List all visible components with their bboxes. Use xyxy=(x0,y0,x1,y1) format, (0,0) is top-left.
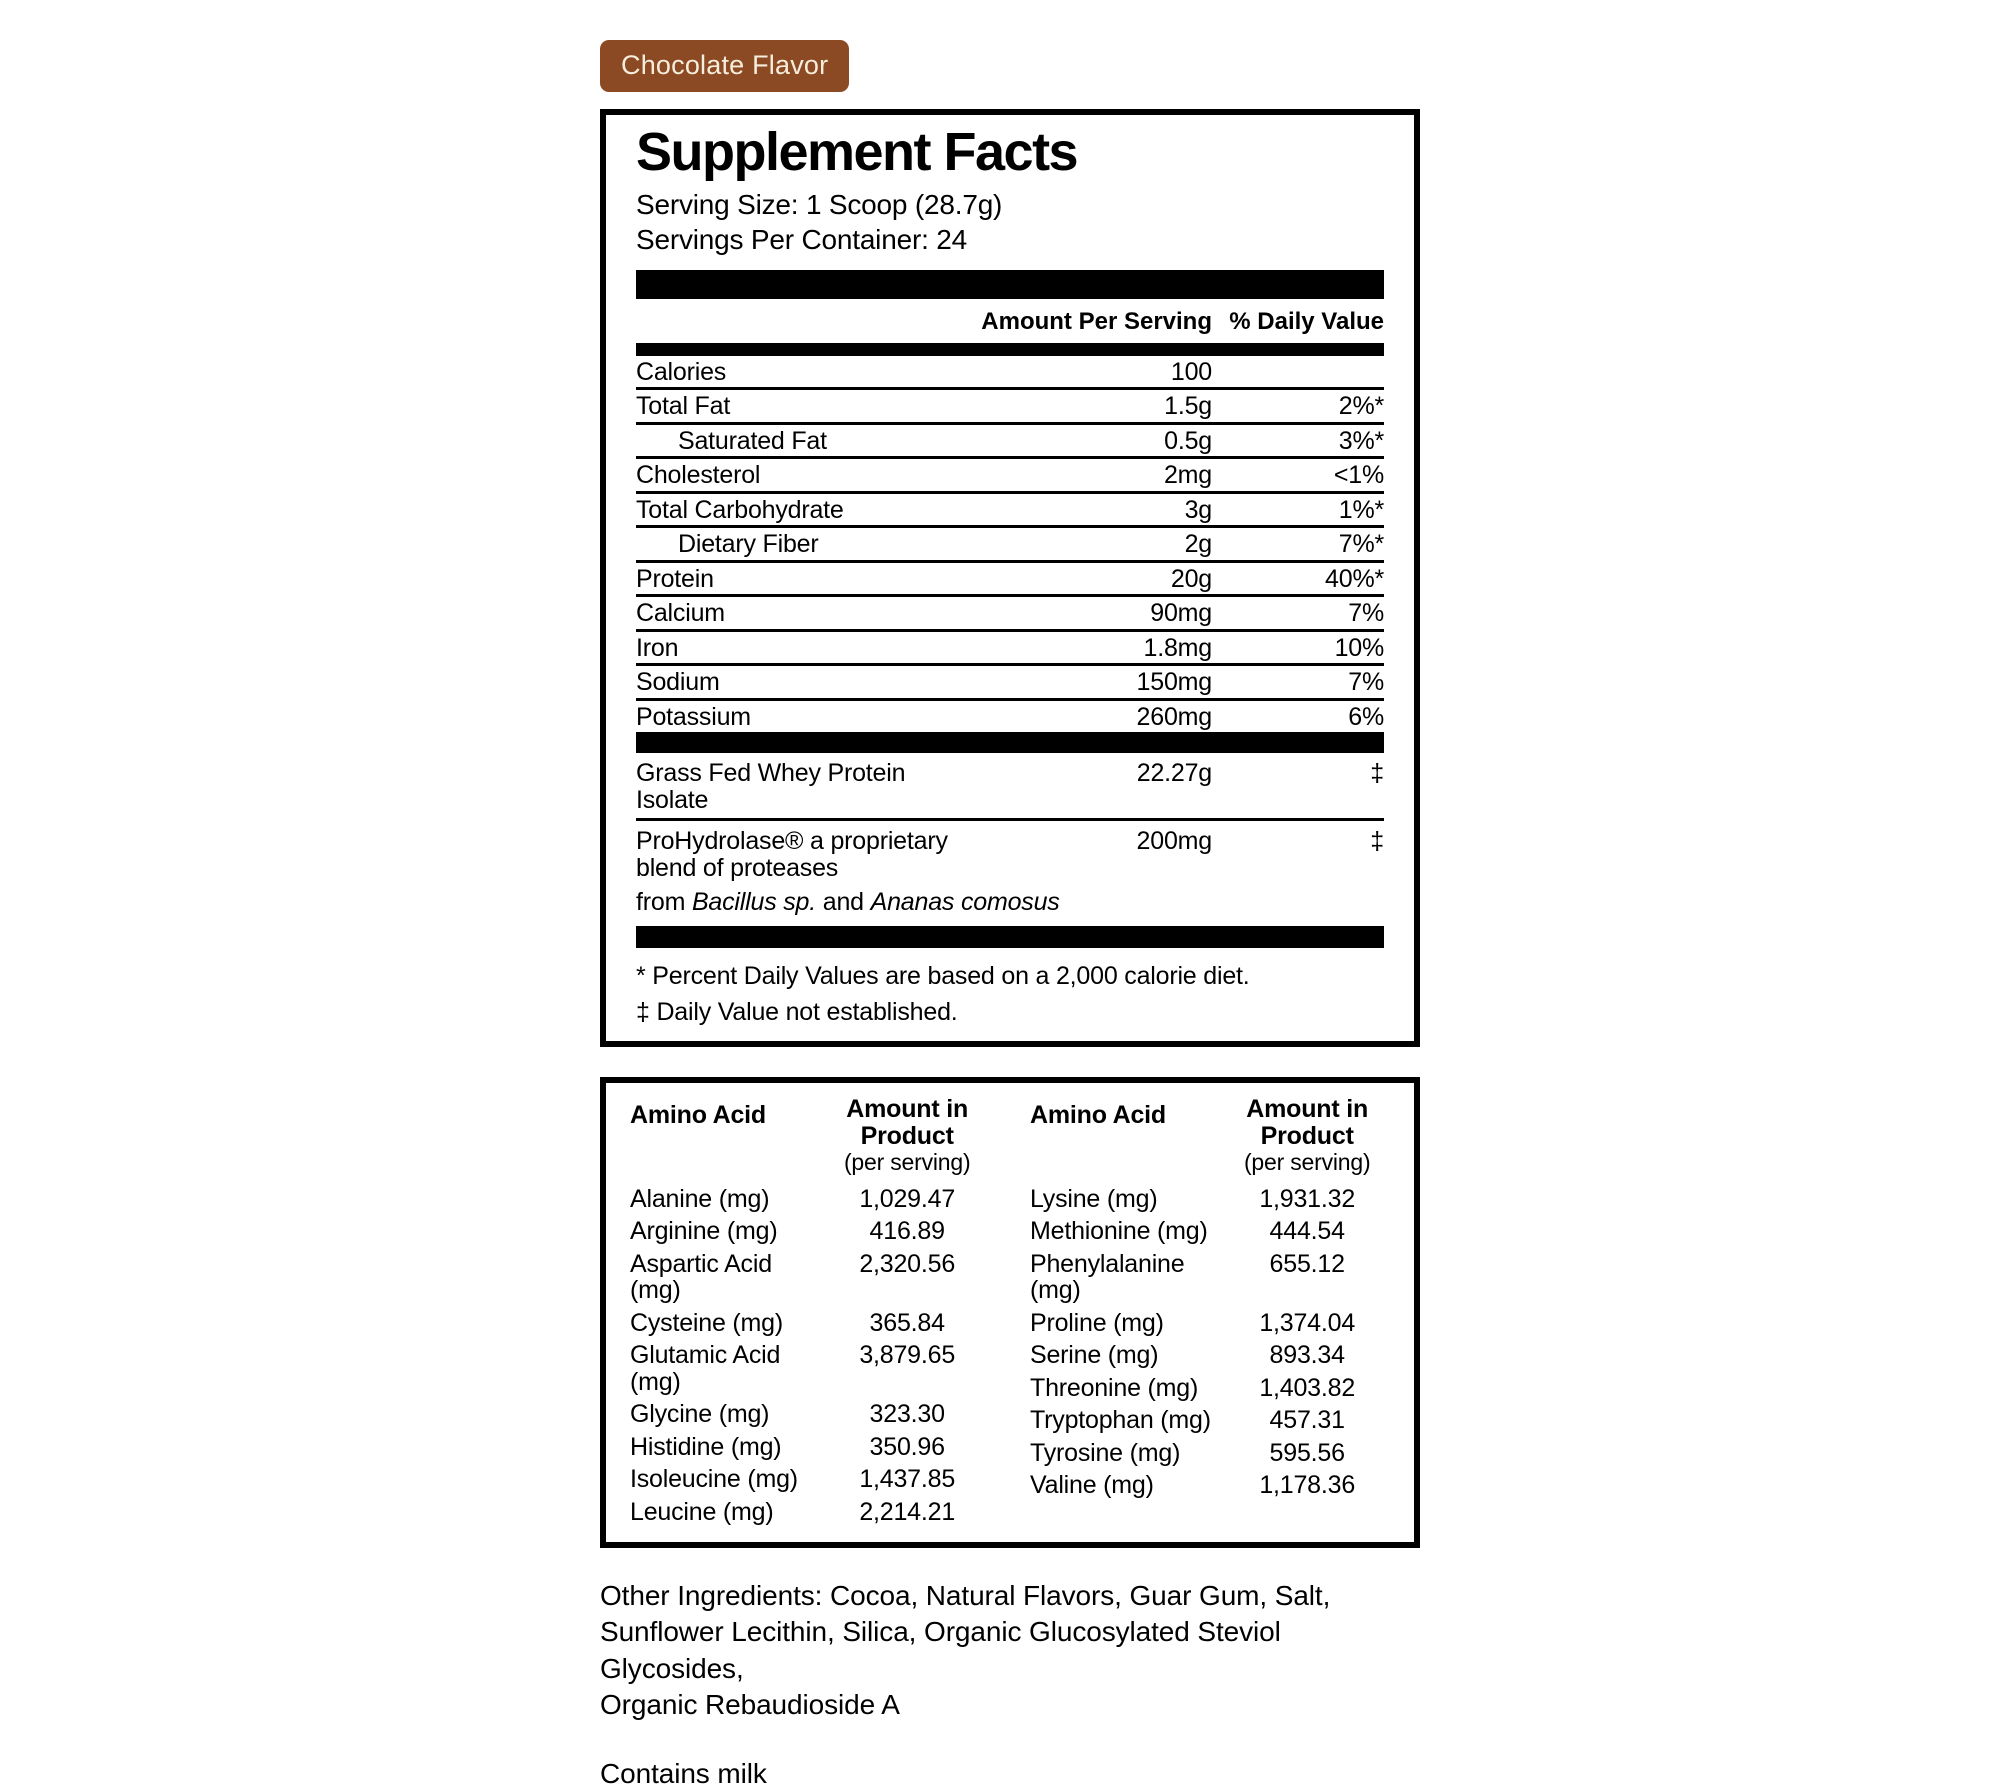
amino-acid-name: Lysine (mg) xyxy=(1030,1184,1158,1213)
amino-acid-row xyxy=(1030,1183,1390,1216)
amino-acid-amount: 655.12 xyxy=(1269,1249,1345,1278)
source-text: from xyxy=(636,888,692,917)
amino-acid-row xyxy=(630,1463,990,1496)
amino-acid-name: Alanine (mg) xyxy=(630,1184,770,1213)
amino-acid-row xyxy=(1030,1372,1390,1405)
amino-acid-name: Tyrosine (mg) xyxy=(1030,1438,1181,1467)
amino-acid-row xyxy=(630,1339,990,1398)
amino-acid-row xyxy=(1030,1469,1390,1502)
nutrient-amount: 20g xyxy=(1170,564,1212,593)
nutrient-daily-value: 40%* xyxy=(1325,564,1384,593)
nutrient-daily-value: 1%* xyxy=(1338,495,1384,524)
amino-acid-amount: 3,879.65 xyxy=(859,1341,956,1370)
nutrient-row xyxy=(636,494,1384,529)
nutrient-name: Protein xyxy=(636,564,714,593)
amino-acid-amount: 323.30 xyxy=(869,1400,945,1429)
amino-acid-name: Histidine (mg) xyxy=(630,1432,782,1461)
species-name: Bacillus sp. xyxy=(691,888,816,917)
label-column xyxy=(600,0,1420,1790)
amino-acid-row xyxy=(630,1398,990,1431)
serving-size: Serving Size: 1 Scoop (28.7g) xyxy=(636,189,1003,221)
amino-acid-name: Threonine (mg) xyxy=(1030,1373,1199,1402)
nutrient-amount: 0.5g xyxy=(1164,426,1212,455)
nutrient-daily-value xyxy=(1212,359,1384,386)
other-ingredients xyxy=(600,1578,1420,1724)
nutrient-row xyxy=(636,701,1384,733)
amino-acid-row xyxy=(630,1496,990,1529)
divider-bar-bottom xyxy=(636,926,1384,948)
amino-acid-name: Glycine (mg) xyxy=(630,1400,770,1429)
nutrient-name: Calcium xyxy=(636,599,725,628)
nutrient-name: Sodium xyxy=(636,668,720,697)
divider-bar-top xyxy=(636,270,1384,299)
amino-acid-amount: 1,029.47 xyxy=(859,1184,956,1213)
nutrient-row xyxy=(636,390,1384,425)
per-serving-subheader: (per serving) xyxy=(1243,1148,1371,1175)
amino-acid-amount: 350.96 xyxy=(869,1432,945,1461)
amino-rows-left xyxy=(630,1183,990,1529)
nutrient-daily-value: 7% xyxy=(1348,599,1384,628)
prohydrolase-row xyxy=(636,821,1384,886)
ingredient-amount: 200mg xyxy=(1136,827,1212,856)
amount-in-product-header xyxy=(824,1096,990,1175)
divider-bar-header xyxy=(636,343,1384,356)
amino-acid-column-right xyxy=(1030,1096,1390,1528)
amino-acid-amount: 457.31 xyxy=(1269,1406,1345,1435)
nutrient-row xyxy=(636,597,1384,632)
other-ingredients-line: Organic Rebaudioside A xyxy=(600,1689,900,1721)
nutrient-amount: 260mg xyxy=(1136,702,1212,731)
ingredient-amount: 22.27g xyxy=(1136,759,1212,788)
prohydrolase-source-line xyxy=(636,886,1384,926)
nutrient-amount: 2g xyxy=(1184,530,1212,559)
amino-acid-amount: 444.54 xyxy=(1269,1217,1345,1246)
nutrient-row xyxy=(636,356,1384,391)
amino-acid-name: Aspartic Acid (mg) xyxy=(630,1249,772,1305)
nutrient-name: Calories xyxy=(636,357,727,386)
footnote: * Percent Daily Values are based on a 2,000 calorie diet. xyxy=(636,962,1250,991)
amino-acid-row xyxy=(630,1248,990,1307)
nutrient-name: Potassium xyxy=(636,702,751,731)
whey-protein-row xyxy=(636,753,1384,821)
nutrient-row xyxy=(636,632,1384,667)
amino-acid-amount: 595.56 xyxy=(1269,1438,1345,1467)
amino-acid-row xyxy=(1030,1404,1390,1437)
nutrient-daily-value: 7%* xyxy=(1338,530,1384,559)
flavor-badge: Chocolate Flavor xyxy=(600,40,849,92)
amino-acid-row xyxy=(1030,1307,1390,1340)
servings-per-container: Servings Per Container: 24 xyxy=(636,223,967,255)
daily-value-column-header: % Daily Value xyxy=(1229,307,1384,335)
amino-acid-name: Isoleucine (mg) xyxy=(630,1465,798,1494)
nutrient-amount: 100 xyxy=(1170,357,1212,386)
amino-acid-name: Arginine (mg) xyxy=(630,1217,778,1246)
amino-acid-column-left xyxy=(630,1096,990,1528)
nutrient-name: Total Fat xyxy=(636,392,731,421)
amino-acid-amount: 1,178.36 xyxy=(1259,1471,1356,1500)
nutrient-amount: 150mg xyxy=(1136,668,1212,697)
amount-column-header: Amount Per Serving xyxy=(981,307,1212,335)
nutrient-rows xyxy=(636,356,1384,733)
amino-acid-amount: 893.34 xyxy=(1269,1341,1345,1370)
ingredient-name: ProHydrolase® a proprietary blend of proteases xyxy=(636,827,948,882)
other-ingredients-line: Sunflower Lecithin, Silica, Organic Glucosylated Steviol Glycosides, xyxy=(600,1616,1281,1684)
supplement-facts-panel xyxy=(600,109,1420,1047)
amount-header-text: Amount in Product xyxy=(1246,1094,1369,1150)
amino-acid-name: Methionine (mg) xyxy=(1030,1217,1208,1246)
nutrient-row xyxy=(636,528,1384,563)
footnote: ‡ Daily Value not established. xyxy=(636,998,958,1027)
amino-acid-amount: 1,403.82 xyxy=(1259,1373,1356,1402)
nutrient-row xyxy=(636,459,1384,494)
divider-bar-blend xyxy=(636,732,1384,753)
nutrient-amount: 90mg xyxy=(1150,599,1212,628)
nutrient-row xyxy=(636,666,1384,701)
amino-acid-row xyxy=(630,1431,990,1464)
amino-acid-row xyxy=(630,1215,990,1248)
amino-acid-name: Phenylalanine (mg) xyxy=(1030,1249,1185,1305)
amount-header-text: Amount in Product xyxy=(846,1094,969,1150)
amino-acid-amount: 365.84 xyxy=(869,1308,945,1337)
species-name: Ananas comosus xyxy=(870,888,1060,917)
amino-acid-amount: 1,374.04 xyxy=(1259,1308,1356,1337)
nutrient-row xyxy=(636,563,1384,598)
amino-rows-right xyxy=(1030,1183,1390,1502)
amino-acid-amount: 1,437.85 xyxy=(859,1465,956,1494)
amino-acid-name: Proline (mg) xyxy=(1030,1308,1164,1337)
amino-acid-row xyxy=(1030,1215,1390,1248)
amino-acid-name: Serine (mg) xyxy=(1030,1341,1159,1370)
nutrient-daily-value: 2%* xyxy=(1338,392,1384,421)
amino-acid-header: Amino Acid xyxy=(630,1100,766,1129)
amino-acid-amount: 416.89 xyxy=(869,1217,945,1246)
nutrient-name: Dietary Fiber xyxy=(678,530,819,559)
nutrient-daily-value: 7% xyxy=(1348,668,1384,697)
nutrient-name: Saturated Fat xyxy=(678,426,827,455)
amino-acid-header: Amino Acid xyxy=(1030,1100,1166,1129)
amino-acid-name: Tryptophan (mg) xyxy=(1030,1406,1211,1435)
amino-acid-name: Cysteine (mg) xyxy=(630,1308,783,1337)
nutrient-amount: 3g xyxy=(1184,495,1212,524)
nutrient-daily-value: 10% xyxy=(1334,633,1384,662)
amino-acid-row xyxy=(630,1183,990,1216)
other-ingredients-line: Other Ingredients: Cocoa, Natural Flavors, Guar Gum, Salt, xyxy=(600,1580,1331,1612)
nutrient-daily-value: <1% xyxy=(1333,461,1384,490)
contains-statement: Contains milk xyxy=(600,1757,767,1789)
amino-acid-name: Leucine (mg) xyxy=(630,1497,774,1526)
source-text: and xyxy=(816,888,871,917)
amino-acid-name: Valine (mg) xyxy=(1030,1471,1154,1500)
footnotes xyxy=(636,958,1384,1031)
nutrient-name: Iron xyxy=(636,633,679,662)
per-serving-subheader: (per serving) xyxy=(843,1148,971,1175)
table-column-headers xyxy=(636,299,1384,343)
amino-acid-amount: 2,214.21 xyxy=(859,1497,956,1526)
nutrient-amount: 1.8mg xyxy=(1143,633,1212,662)
nutrient-daily-value: 3%* xyxy=(1338,426,1384,455)
amino-acid-row xyxy=(1030,1339,1390,1372)
nutrient-row xyxy=(636,425,1384,460)
amino-acid-name: Glutamic Acid (mg) xyxy=(630,1341,781,1396)
amino-acid-amount: 1,931.32 xyxy=(1259,1184,1356,1213)
amino-acid-row xyxy=(1030,1437,1390,1470)
nutrient-name: Cholesterol xyxy=(636,461,761,490)
ingredient-daily-value: ‡ xyxy=(1370,827,1384,856)
amount-in-product-header xyxy=(1224,1096,1390,1175)
amino-acid-panel xyxy=(600,1077,1420,1548)
amino-acid-row xyxy=(1030,1248,1390,1307)
nutrient-name: Total Carbohydrate xyxy=(636,495,844,524)
nutrient-amount: 2mg xyxy=(1163,461,1212,490)
amino-acid-amount: 2,320.56 xyxy=(859,1249,956,1278)
ingredient-name: Grass Fed Whey Protein Isolate xyxy=(636,759,906,814)
amino-column-headers xyxy=(1030,1096,1390,1175)
nutrient-daily-value: 6% xyxy=(1348,702,1384,731)
supplement-facts-title: Supplement Facts xyxy=(636,122,1078,182)
nutrient-amount: 1.5g xyxy=(1164,392,1212,421)
ingredient-daily-value: ‡ xyxy=(1370,759,1384,788)
amino-column-headers xyxy=(630,1096,990,1175)
amino-acid-row xyxy=(630,1307,990,1340)
